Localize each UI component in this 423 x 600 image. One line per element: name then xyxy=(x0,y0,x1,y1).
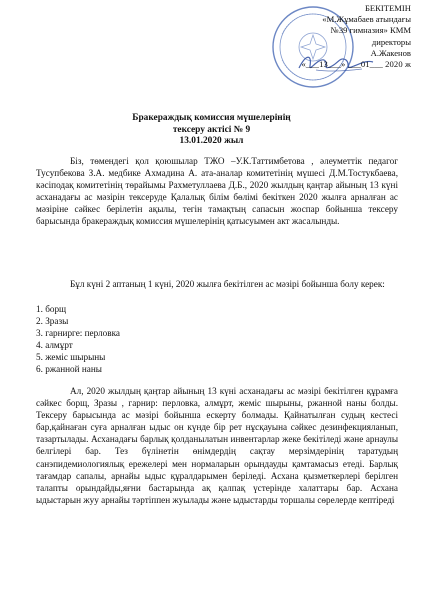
paragraph-inspection-results: Ал, 2020 жылдың қаңтар айының 13 күні асханадағы ас мәзірі бекітілген құрамға сәйкес борщ, Зразы , гарнир: перловка, алмұрт, жеміс шырыны, ржанной наны болды. Тексеру барысында ас мәзірі бойынша ескерту болмады. Қайнатылған судың кестесі бар,қайнаған суға арналған ыдыс он күнде бір рет нұсқауына сәйкес дезинфекцияланып, тазартылады. Асханадағы барлық қолданылатын инвентарлар жеке бекітіледі және арнаулы белгілері бар. Тез бүлінетін өнімдердің сақтау мерзімдерінің таратудың санэпидемиологиялық ережелері мен нормаларын орындауды қамтамасыз етеді. Барлық тағамдар сапалы, арнайы ыдыс құралдарымен беріледі. Асхана қызметкерлері берілген талапты орындайды,яғни бастарында ақ қалпақ үстерінде халаттары бар. Асхана ыдыстарын жуу арнайы тәртіппен жуылады және ыдыстарды торшалы сөрелерде кептіреді xyxy=(36,386,398,505)
title-line-2: тексеру актісі № 9 xyxy=(172,124,251,135)
menu-list xyxy=(36,303,120,376)
approval-director-name: А.Жакенов xyxy=(370,47,411,58)
list-item: 5. жеміс шырыны xyxy=(36,352,106,363)
list-item: 3. гарнирге: перловка xyxy=(36,328,121,339)
title-date: 13.01.2020 жыл xyxy=(179,136,244,146)
title-line-1: Бракераждық комиссия мүшелерінің xyxy=(132,113,291,123)
approval-heading: БЕКІТЕМІН xyxy=(365,3,411,13)
paragraph-participants: Біз, төмендегі қол қоюшылар ТЖО –У.К.Таттимбетова , әлеуметтік педагог Тусупбекова З.А. медбике Ахмадина А. ата-аналар комитетінің мүшесі Д.М.Тостукбаева, кәсіподақ комитетінің төрайымы Рахметуллаева Д.Б., 2020 жылдың қаңтар айының 13 күні асханадағы ас мәзірін тексеруде Қалалық білім бөлімі бекіткен 2020 жылға арналған ас мәзіріне сәйкес берілетін ақылы, тегін тамақтың сапасын жоспар бойынша тексеру барысында бракераждық комиссия мүшелерінің қатысуымен акт жасалынды. xyxy=(36,156,398,227)
document-title xyxy=(0,113,423,148)
approval-date: «___13___» ___01___ 2020 ж xyxy=(301,59,411,70)
paragraph-menu-intro: Бұл күні 2 аптаның 1 күні, 2020 жылға бекітілген ас мәзірі бойынша болу керек: xyxy=(70,279,385,289)
list-item: 6. ржанной наны xyxy=(36,364,102,375)
approval-institution: №39 гимназия» КММ xyxy=(330,25,411,36)
approval-school-name: «М.Жұмабаев атындағы xyxy=(322,14,411,25)
list-item: 1. борщ xyxy=(36,304,67,314)
list-item: 2. Зразы xyxy=(36,316,69,327)
list-item: 4. алмұрт xyxy=(36,340,73,351)
approval-position: директоры xyxy=(371,36,411,47)
approval-block xyxy=(241,3,411,70)
